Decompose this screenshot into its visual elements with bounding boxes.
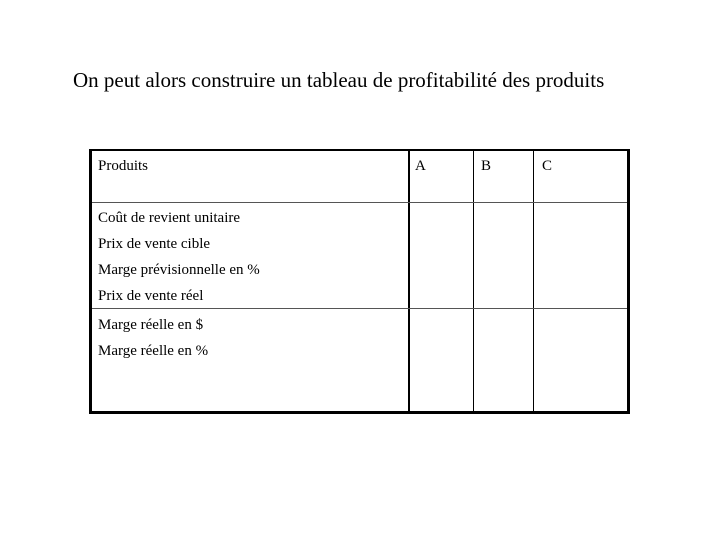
header-divider — [92, 202, 627, 203]
row-label-cout-revient: Coût de revient unitaire — [98, 210, 241, 226]
profitability-table — [89, 149, 630, 414]
header-column-b: B — [481, 158, 492, 174]
header-column-a: A — [415, 158, 426, 174]
row-label-prix-reel: Prix de vente réel — [98, 288, 204, 304]
column-divider-a — [408, 151, 410, 411]
column-divider-b — [473, 151, 474, 411]
header-produits: Produits — [98, 158, 149, 174]
header-column-c: C — [542, 158, 553, 174]
row-label-prix-cible: Prix de vente cible — [98, 236, 211, 252]
column-divider-c — [533, 151, 534, 411]
row-label-marge-reelle-pct: Marge réelle en % — [98, 343, 209, 359]
row-group-margins — [98, 312, 208, 364]
slide-title: On peut alors construire un tableau de profitabilité des produits — [73, 68, 605, 92]
row-label-marge-previsionnelle: Marge prévisionnelle en % — [98, 262, 260, 278]
row-group-costs — [98, 205, 260, 309]
row-label-marge-reelle-dollar: Marge réelle en $ — [98, 317, 204, 333]
